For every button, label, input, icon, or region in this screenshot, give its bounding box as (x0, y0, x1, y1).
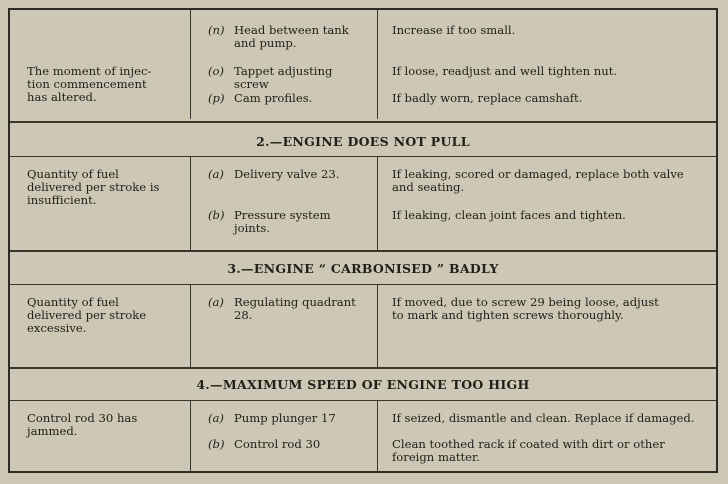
heading-divider (10, 284, 716, 285)
remedy-text: If loose, readjust and well tighten nut. (392, 64, 618, 78)
section-heading: 4.—MAXIMUM SPEED OF ENGINE TOO HIGH (196, 377, 530, 392)
remedy-text: If leaking, clean joint faces and tighten. (392, 208, 626, 222)
column-divider (377, 157, 378, 250)
item-text: Head between tank and pump. (234, 23, 349, 50)
heading-divider (10, 400, 716, 401)
remedy-text: If badly worn, replace camshaft. (392, 91, 583, 105)
item-letter: (n) (208, 23, 225, 37)
troubleshooting-table (8, 8, 718, 473)
cause-text: The moment of injec- tion commencement has altered. (27, 64, 152, 104)
column-divider (377, 285, 378, 367)
item-text: Pump plunger 17 (234, 411, 336, 425)
remedy-text: If moved, due to screw 29 being loose, adjust to mark and tighten screws thoroughly. (392, 295, 659, 322)
remedy-text: Increase if too small. (392, 23, 516, 37)
item-letter: (p) (208, 91, 225, 105)
section-divider (10, 121, 716, 123)
section-heading: 3.—ENGINE “ CARBONISED ” BADLY (227, 261, 499, 276)
item-letter: (o) (208, 64, 225, 78)
remedy-text: If leaking, scored or damaged, replace both valve and seating. (392, 167, 684, 194)
heading-divider (10, 156, 716, 157)
cause-text: Quantity of fuel delivered per stroke excessive. (27, 295, 147, 335)
item-text: Cam profiles. (234, 91, 313, 105)
item-letter: (a) (208, 411, 224, 425)
item-letter: (b) (208, 208, 225, 222)
cause-text: Quantity of fuel delivered per stroke is insufficient. (27, 167, 160, 207)
remedy-text: Clean toothed rack if coated with dirt or other foreign matter. (392, 437, 665, 464)
item-text: Delivery valve 23. (234, 167, 340, 181)
cause-text: Control rod 30 has jammed. (27, 411, 138, 438)
column-divider (190, 401, 191, 473)
column-divider (190, 157, 191, 250)
section-heading: 2.—ENGINE DOES NOT PULL (256, 134, 470, 149)
item-text: Regulating quadrant 28. (234, 295, 356, 322)
item-text: Pressure system joints. (234, 208, 331, 235)
item-text: Tappet adjusting screw (234, 64, 333, 91)
item-text: Control rod 30 (234, 437, 321, 451)
section-divider (10, 367, 716, 369)
section-divider (10, 250, 716, 252)
column-divider (190, 285, 191, 367)
remedy-text: If seized, dismantle and clean. Replace if damaged. (392, 411, 695, 425)
column-divider (377, 401, 378, 473)
item-letter: (a) (208, 167, 224, 181)
item-letter: (b) (208, 437, 225, 451)
column-divider (377, 10, 378, 119)
item-letter: (a) (208, 295, 224, 309)
column-divider (190, 10, 191, 119)
